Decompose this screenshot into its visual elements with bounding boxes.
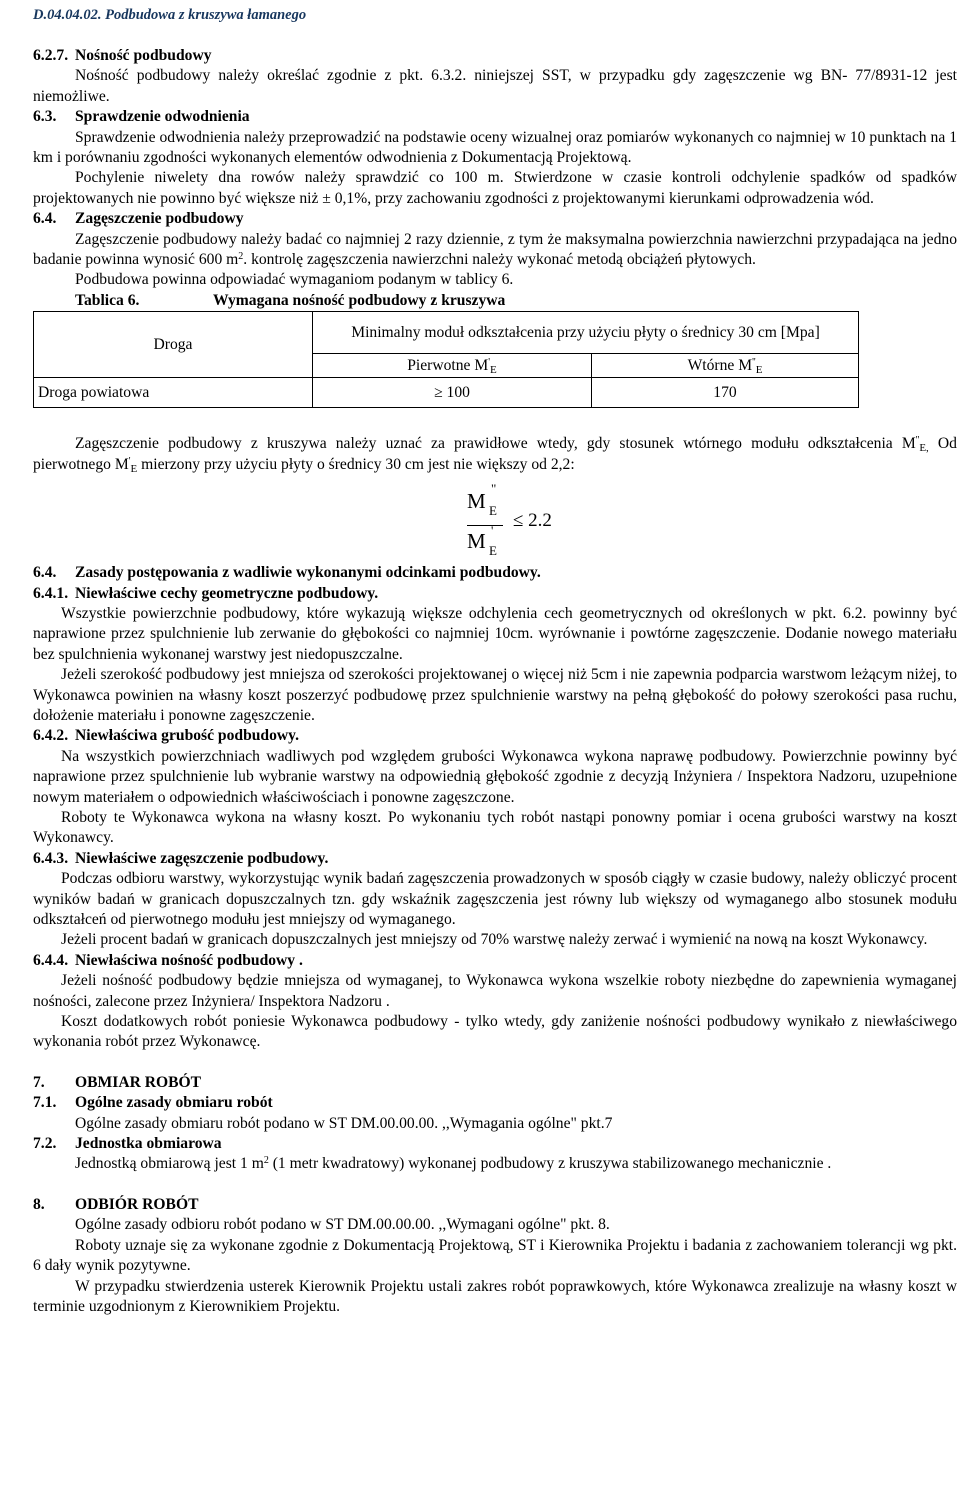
- section-6-4-2-p2: Roboty te Wykonawca wykona na własny koszt. Po wykonaniu tych robót nastąpi ponowny pomiar i ocena grubości warstwy na koszt Wykonawcy.: [33, 808, 957, 847]
- section-6-4-zasady-heading: [33, 563, 957, 583]
- section-title: Jednostka obmiarowa: [75, 1135, 222, 1153]
- superscript: ': [488, 356, 491, 368]
- denominator: [467, 523, 497, 559]
- section-6-4-4-p1: Jeżeli nośność podbudowy będzie mniejsza od wymaganej, to Wykonawca wykona wszelkie roboty niezbędne do zapewnienia wymaganej nośności, zalecone przez Inżyniera/ Inspektora Nadzoru .: [33, 972, 957, 1010]
- text-part: Od pierwotnego M: [33, 435, 957, 473]
- section-6-4-4-p2: Koszt dodatkowych robót poniesie Wykonawca podbudowy - tylko wtedy, gdy zaniżenie nośności podbudowy wynikało z niewłaściwego wykonania robót przez Wykonawcę.: [33, 1013, 957, 1051]
- ratio-formula: [33, 475, 957, 563]
- subscript: E,: [919, 442, 929, 455]
- table-label: Tablica 6.: [75, 291, 140, 309]
- superscript: '': [915, 435, 920, 447]
- section-title: Sprawdzenie odwodnienia: [75, 108, 250, 126]
- section-number: 6.2.7.: [33, 47, 69, 64]
- table-caption: [75, 291, 957, 311]
- fraction-bar: [467, 525, 503, 526]
- section-title: Zasady postępowania z wadliwie wykonanymi odcinkami podbudowy.: [75, 564, 541, 582]
- section-6-4-text-1: [33, 230, 957, 271]
- subscript: E: [489, 543, 497, 559]
- section-6-4-2-p1: Na wszystkich powierzchniach wadliwych pod względem grubości Wykonawca wykona naprawę podbudowy. Powierzchnie powinny być naprawione przez spulchnienie lub wybranie warstwy na odpowiednią głębokość zgodnie z decyzją Inżyniera / Inspektora Nadzoru, uzupełnione nowym materiałem o odpowiednich właściwościach i ponowne zagęszczone.: [33, 747, 957, 806]
- superscript: ': [128, 455, 131, 467]
- row-wtorne: 170: [592, 378, 859, 408]
- text-part: Zagęszczenie podbudowy należy badać co najmniej 2 razy dziennie, z tym że maksymalna powierzchnia nawierzchni przypadająca na jedno badanie powinna wynosić 600 m: [33, 230, 957, 269]
- section-number: 6.4.4.: [33, 951, 69, 969]
- section-6-4-1-p1: Wszystkie powierzchnie podbudowy, które wykazują większe odchylenia cech geometrycznych od określonych w pkt. 6.2. powinny być naprawione przez spulchnienie lub zerwanie do głębokości co najmniej 10cm. wyrównanie i powtórne zagęszczenie. Dodanie nowego materiału bez spulchnienia wykonanej warstwy jest niedopuszczalne.: [33, 604, 957, 663]
- section-title: Niewłaściwa nośność podbudowy .: [75, 951, 303, 969]
- requirements-table: [33, 311, 859, 408]
- header-text: Pierwotne M: [407, 356, 489, 374]
- document-page: [33, 6, 957, 1317]
- section-7-2-heading: [33, 1134, 957, 1154]
- section-6-2-7-text: Nośność podbudowy należy określać zgodnie z pkt. 6.3.2. niniejszej SST, w przypadku gdy zagęszczenie wg BN- 77/8931-12 jest niemożliwe.: [33, 67, 957, 105]
- criterion-paragraph: [33, 434, 957, 475]
- section-number: 6.4.3.: [33, 849, 69, 867]
- row-pierwotne: ≥ 100: [313, 378, 592, 408]
- formula-relation: ≤ 2.2: [513, 510, 552, 532]
- superscript: ": [491, 481, 497, 497]
- superscript: '': [752, 356, 756, 368]
- subscript: E: [130, 462, 138, 475]
- section-6-4-heading: [33, 209, 957, 229]
- section-number: 6.4.: [33, 210, 57, 228]
- section-6-4-1-heading: [33, 584, 957, 604]
- section-7-1-text: Ogólne zasady obmiaru robót podano w ST DM.00.00.00. ,,Wymagania ogólne" pkt.7: [75, 1114, 613, 1132]
- text-part: (1 metr kwadratowy) wykonanej podbudowy z kruszywa stabilizowanego mechanicznie .: [268, 1155, 832, 1173]
- section-8-p2: Roboty uznaje się za wykonane zgodnie z Dokumentacją Projektową, ST i Kierownika Projektu i badania z zachowaniem tolerancji wg pkt. 6 dały wynik pozytywne.: [33, 1236, 957, 1275]
- section-6-4-3-heading: [33, 849, 957, 869]
- section-number: 6.3.: [33, 108, 57, 126]
- subscript: E: [490, 363, 497, 376]
- section-8-p1: Ogólne zasady odbioru robót podano w ST DM.00.00.00. ,,Wymagani ogólne" pkt. 8.: [75, 1216, 610, 1234]
- section-title: Niewłaściwe zagęszczenie podbudowy.: [75, 849, 329, 867]
- section-title: Ogólne zasady obmiaru robót: [75, 1094, 273, 1112]
- section-title: OBMIAR ROBÓT: [75, 1073, 202, 1091]
- section-number: 6.4.1.: [33, 584, 69, 602]
- section-6-4-3-p1: Podczas odbioru warstwy, wykorzystując wynik badań zagęszczenia prowadzonych w sposób ciągły w czasie budowy, należy obliczyć procent wyników badań w granicach dopuszczalnych tzn. gdy wskaźnik zagęszczenia jest równy lub większy od wymaganego albo stosunek modułu odkształceń od pierwotnego modułu jest mniejszy od wymaganego.: [33, 870, 957, 928]
- section-title: Nośność podbudowy: [75, 47, 212, 64]
- superscript: 2: [238, 251, 244, 263]
- header-wtorne: [592, 354, 859, 378]
- section-6-2-7-heading: [33, 46, 957, 66]
- superscript: ': [491, 523, 494, 539]
- section-number: 7.1.: [33, 1094, 57, 1112]
- section-8-heading: [33, 1195, 957, 1215]
- row-label: Droga powiatowa: [34, 378, 313, 408]
- section-6-3-text-1: Sprawdzenie odwodnienia należy przeprowadzić na podstawie oceny wizualnej oraz pomiarów wykonanych co najmniej w 10 punktach na 1 km i porównaniu zgodności wykonanych elementów odwodnienia z Dokumentacją Projektową.: [33, 128, 957, 167]
- running-header: D.04.04.02. Podbudowa z kruszywa łamanego: [33, 7, 307, 23]
- text-part: Jednostką obmiarową jest 1 m: [75, 1155, 264, 1173]
- subscript: E: [489, 503, 497, 519]
- header-modul: Minimalny moduł odkształcenia przy użyciu płyty o średnicy 30 cm [Mpa]: [313, 312, 859, 354]
- formula-symbol: M: [467, 529, 486, 554]
- section-6-4-3-p2: Jeżeli procent badań w granicach dopuszczalnych jest mniejszy od 70% warstwę należy zerwać i wymienić na nową na koszt Wykonawcy.: [61, 931, 928, 949]
- section-6-3-text-2: Pochylenie niwelety dna rowów należy sprawdzić co 100 m. Stwierdzone w czasie kontroli odchylenie spadków od spadków projektowanych nie powinno być większe niż ± 0,1%, przy zachowaniu zgodności z projektowanymi kierunkami odprowadzenia wód.: [33, 169, 957, 207]
- section-number: 6.4.: [33, 564, 57, 582]
- section-title: Zagęszczenie podbudowy: [75, 210, 244, 228]
- section-title: Niewłaściwa grubość podbudowy.: [75, 727, 299, 745]
- table-title: Wymagana nośność podbudowy z kruszywa: [213, 291, 506, 309]
- formula-symbol: M: [467, 489, 486, 514]
- section-number: 7.: [33, 1073, 45, 1091]
- section-7-2-text: [75, 1154, 957, 1174]
- section-6-4-text-2: Podbudowa powinna odpowiadać wymaganiom podanym w tablicy 6.: [75, 271, 514, 289]
- header-pierwotne: [313, 354, 592, 378]
- section-6-3-heading: [33, 107, 957, 127]
- section-7-heading: [33, 1073, 957, 1093]
- text-part: Zagęszczenie podbudowy z kruszywa należy uznać za prawidłowe wtedy, gdy stosunek wtórnego modułu odkształcenia M: [75, 435, 916, 453]
- header-droga: Droga: [34, 312, 313, 378]
- section-number: 7.2.: [33, 1135, 57, 1153]
- section-number: 8.: [33, 1195, 45, 1213]
- section-number: 6.4.2.: [33, 727, 69, 745]
- section-8-p3: W przypadku stwierdzenia usterek Kierownik Projektu ustali zakres robót poprawkowych, które Wykonawca zrealizuje na własny koszt w terminie uzgodnionym z Kierownikiem Projektu.: [33, 1277, 957, 1315]
- section-6-4-1-p2: Jeżeli szerokość podbudowy jest mniejsza od szerokości projektowanej o więcej niż 5cm i nie zapewnia podparcia warstwom leżącym niżej, to Wykonawca powinien na własny koszt poszerzyć podbudowę przez spulchnienie warstwy na pełną głębokość do połowy szerokości pasa ruchu, dołożenie materiału i ponowne zagęszczenie.: [33, 666, 957, 724]
- superscript: 2: [263, 1155, 269, 1167]
- section-7-1-heading: [33, 1093, 957, 1113]
- section-6-4-2-heading: [33, 726, 957, 746]
- text-part: . kontrolę zagęszczenia nawierzchni należy wykonać metodą obciążeń płytowych.: [243, 251, 756, 269]
- section-title: ODBIÓR ROBÓT: [75, 1195, 199, 1213]
- text-part: mierzony przy użyciu płyty o średnicy 30 cm jest nie większy od 2,2:: [137, 455, 575, 473]
- section-title: Niewłaściwe cechy geometryczne podbudowy.: [75, 584, 379, 602]
- subscript: E: [755, 363, 763, 376]
- section-6-4-4-heading: [33, 951, 957, 971]
- numerator: [467, 481, 497, 519]
- header-text: Wtórne M: [687, 356, 753, 374]
